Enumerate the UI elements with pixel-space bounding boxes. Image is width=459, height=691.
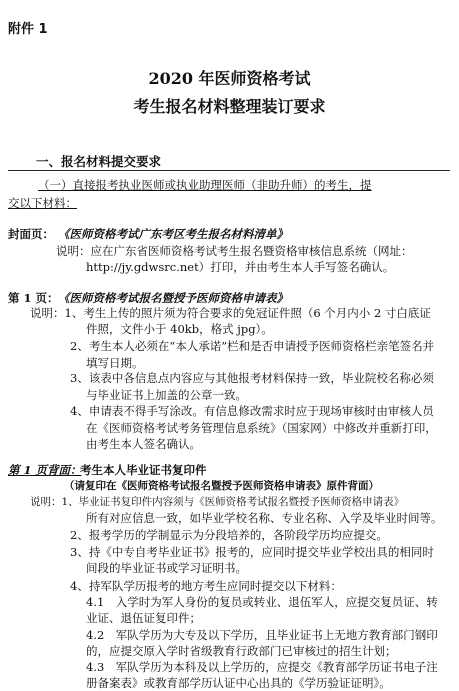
section-divider (8, 170, 450, 171)
page1back-explain: 所有对应信息一致，如毕业学校名称、专业名称、入学及毕业时间等。 (86, 511, 443, 525)
page1-label: 第 1 页： (8, 291, 59, 305)
section-item-1-cont: 交以下材料： (8, 196, 77, 210)
cover-title: 《医师资格考试广东考区考生报名材料清单》 (58, 227, 288, 241)
cover-desc-line1: 说明：应在广东省医师资格考试考生报名暨资格审核信息系统（网址： (56, 244, 413, 258)
page1back-explain: 说明：1、毕业证书复印件内容须与《医师资格考试报名暨授予医师资格申请表》 (30, 496, 405, 508)
page1-note: 与毕业证书上加盖的公章一致。 (86, 388, 247, 402)
document-title-line1: 2020 年医师资格考试 (148, 69, 311, 88)
page1-title: 《医师资格考试报名暨授予医师资格申请表》 (58, 291, 288, 305)
page1back-explain: 2、报考学历的学制显示为分段培养的，各阶段学历均应提交。 (70, 528, 388, 542)
page1-note: 件照，文件小于 40kb，格式 jpg）。 (86, 322, 273, 336)
page1back-explain: 间段的毕业证书或学习证明书。 (86, 561, 247, 575)
page1-note: 3、该表中各信息点内容应与其他报考材料保持一致，毕业院校名称必须 (70, 371, 434, 385)
page1back-explain: 4.3 军队学历为本科及以上学历的，应提交《教育部学历证书电子注 (86, 660, 438, 674)
section-heading: 一、报名材料提交要求 (36, 154, 162, 169)
page1-note: 填写日期。 (86, 356, 144, 370)
page1-note: 2、考生本人必须在“本人承诺”栏和是否申请授予医师资格栏亲笔签名并 (70, 339, 435, 353)
page1back-explain: 的，应提交原入学时省级教育行政部门已审核过的招生计划； (86, 644, 397, 658)
page1-note: 4、申请表不得手写涂改。有信息修改需求时应于现场审核时由审核人员 (70, 404, 434, 418)
page1-note: 在《医师资格考试考务管理信息系统》（国家网）中修改并重新打印， (86, 421, 437, 435)
annex-label: 附件 1 (8, 22, 48, 37)
page1back-explain: 业证、退伍证复印件； (86, 611, 201, 625)
section-item-1: （一）直接报考执业医师或执业助理医师（非助升师）的考生，提 (38, 178, 372, 192)
page1back-label: 第 1 页背面： (8, 463, 82, 477)
page1back-explain: 3、持《中专自考毕业证书》报考的，应同时提交毕业学校出具的相同时 (70, 545, 434, 559)
cover-desc-line2: http://jy.gdwsrc.net）打印，并由考生本人手写签名确认。 (86, 260, 395, 274)
page1back-explain: 4.1 入学时为军人身份的复员或转业、退伍军人，应提交复员证、转 (86, 595, 438, 609)
page1back-title: 考生本人毕业证书复印件 (80, 463, 207, 477)
page1back-explain: 4.2 军队学历为大专及以下学历，且毕业证书上无地方教育部门钢印 (86, 628, 438, 642)
page1back-explain: 册备案表》或教育部学历认证中心出具的《学历验证证明》。 (86, 676, 391, 690)
page1-note: 由考生本人签名确认。 (86, 437, 201, 451)
document-title-line2: 考生报名材料整理装订要求 (133, 97, 326, 116)
page1back-note: （请复印在《医师资格考试报名暨授予医师资格申请表》原件背面） (64, 480, 379, 492)
page1-note: 说明：1、考生上传的照片须为符合要求的免冠证件照（6 个月内小 2 寸白底证 (30, 306, 431, 320)
cover-label: 封面页： (8, 227, 54, 241)
page1back-explain: 4、持军队学历报考的地方考生应同时提交以下材料： (70, 579, 342, 593)
